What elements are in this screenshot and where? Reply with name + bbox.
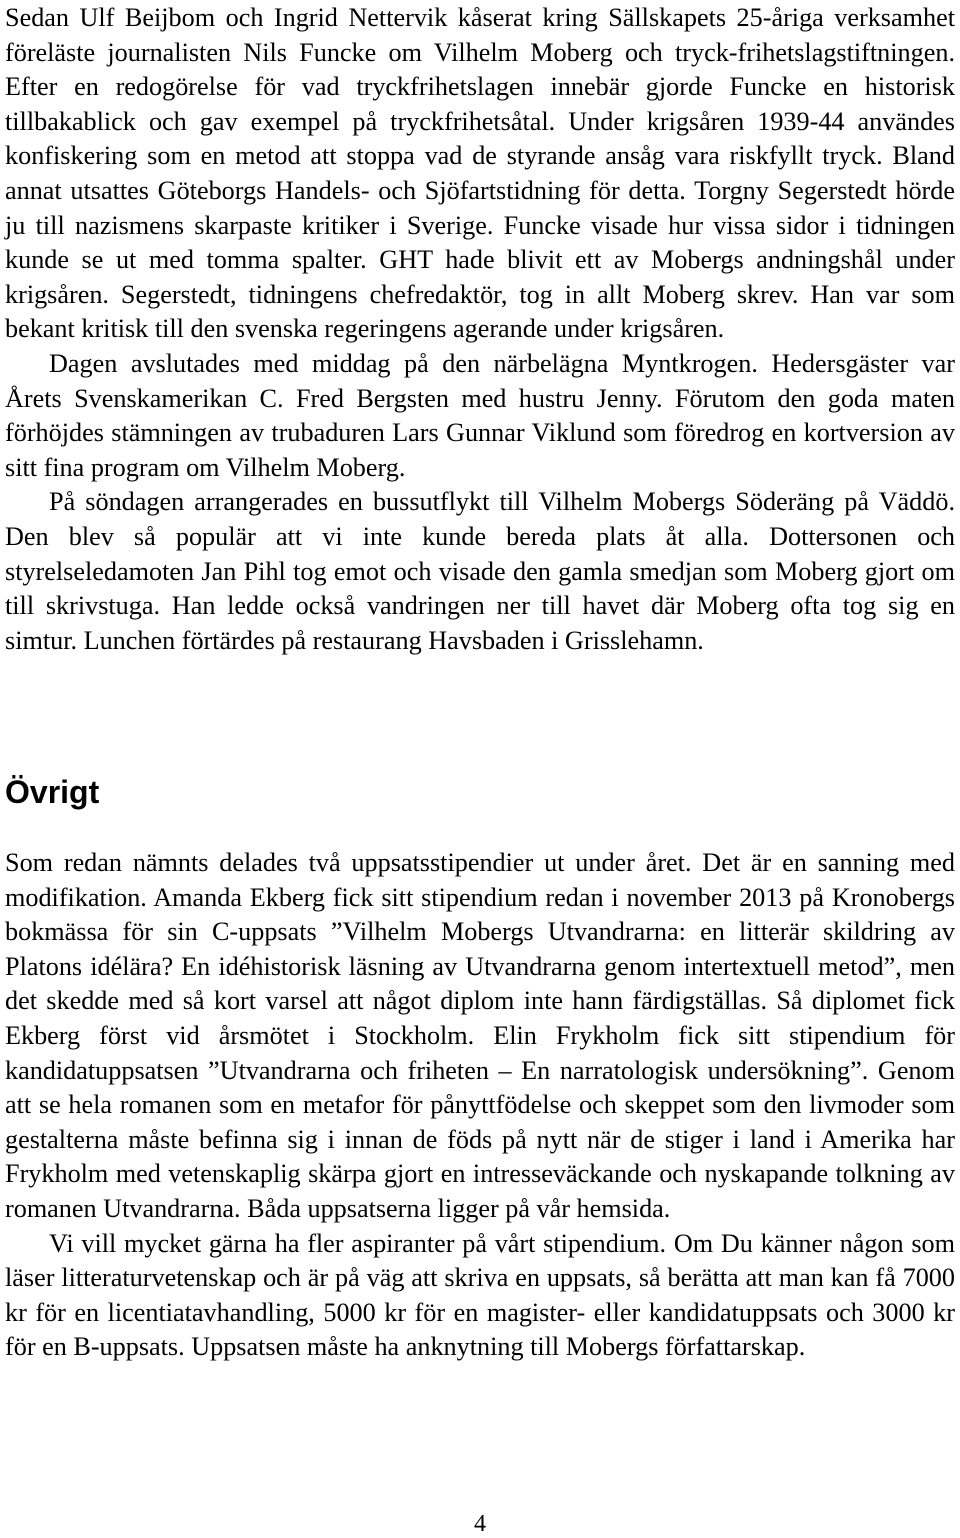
section-ovrigt <box>5 846 955 1365</box>
paragraph-bus-excursion: På söndagen arrangerades en bussutflykt till Vilhelm Mobergs Söderäng på Väddö. Den blev så populär att vi inte kunde bereda plats åt alla. Dottersonen och styrelseledamoten Jan Pihl tog emot och visade den gamla smedjan som Moberg gjort om till skrivstuga. Han ledde också vandringen ner till havet där Moberg ofta tog sig en simtur. Lunchen förtärdes på restaurang Havsbaden i Grisslehamn. <box>5 487 955 655</box>
page-number: 4 <box>474 1511 486 1537</box>
paragraph-dinner: Dagen avslutades med middag på den närbelägna Myntkrogen. Hedersgäster var Årets Svenskamerikan C. Fred Bergsten med hustru Jenny. Förutom den goda maten förhöjdes stämningen av trubaduren Lars Gunnar Viklund som föredrog en kortversion av sitt fina program om Vilhelm Moberg. <box>5 348 955 482</box>
paragraph-scholarships: Som redan nämnts delades två uppsatsstipendier ut under året. Det är en sanning med modifikation. Amanda Ekberg fick sitt stipendium redan i november 2013 på Kronobergs bokmässa för sin C-uppsats ”Vilhelm Mobergs Utvandrarna: en litterär skildring av Platons idélära? En idéhistorisk läsning av Utvandrarna genom intertextuell metod”, men det skedde med så kort varsel att något diplom inte hann färdigställas. Så diplomet fick Ekberg först vid årsmötet i Stockholm. Elin Frykholm fick sitt stipendium för kandidatuppsatsen ”Utvandrarna och friheten – En narratologisk undersökning”. Genom att se hela romanen som en metafor för pånyttfödelse och skeppet som den livmoder som gestalterna måste befinna sig i innan de föds på nytt när de stiger i land i Amerika har Frykholm med vetenskaplig skärpa gjort en intresseväckande och nyskapande tolkning av romanen Utvandrarna. Båda uppsatserna ligger på vår hemsida. <box>5 848 955 1223</box>
section-moberg-day <box>5 1 955 658</box>
paragraph-funcke-lecture: Sedan Ulf Beijbom och Ingrid Nettervik kåserat kring Sällskapets 25-åriga verksamhet föreläste journalisten Nils Funcke om Vilhelm Moberg och tryck-frihetslagstiftningen. Efter en redogörelse för vad tryckfrihetslagen innebär gjorde Funcke en historisk tillbakablick och gav exempel på tryckfrihetsåtal. Under krigsåren 1939-44 användes konfiskering som en metod att stoppa vad de styrande ansåg vara riskfyllt tryck. Bland annat utsattes Göteborgs Handels- och Sjöfartstidning för detta. Torgny Segerstedt hörde ju till nazismens skarpaste kritiker i Sverige. Funcke visade hur vissa sidor i tidningen kunde se ut med tomma spalter. GHT hade blivit ett av Mobergs andningshål under krigsåren. Segerstedt, tidningens chefredaktör, tog in allt Moberg skrev. Han var som bekant kritisk till den svenska regeringens agerande under krigsåren. <box>5 3 955 344</box>
paragraph-aspirants: Vi vill mycket gärna ha fler aspiranter på vårt stipendium. Om Du känner någon som läser litteraturvetenskap och är på väg att skriva en uppsats, så berätta att man kan få 7000 kr för en licentiatavhandling, 5000 kr för en magister- eller kandidatuppsats och 3000 kr för en B-uppsats. Uppsatsen måste ha anknytning till Mobergs författarskap. <box>5 1228 955 1362</box>
section-heading-ovrigt: Övrigt <box>5 774 100 810</box>
